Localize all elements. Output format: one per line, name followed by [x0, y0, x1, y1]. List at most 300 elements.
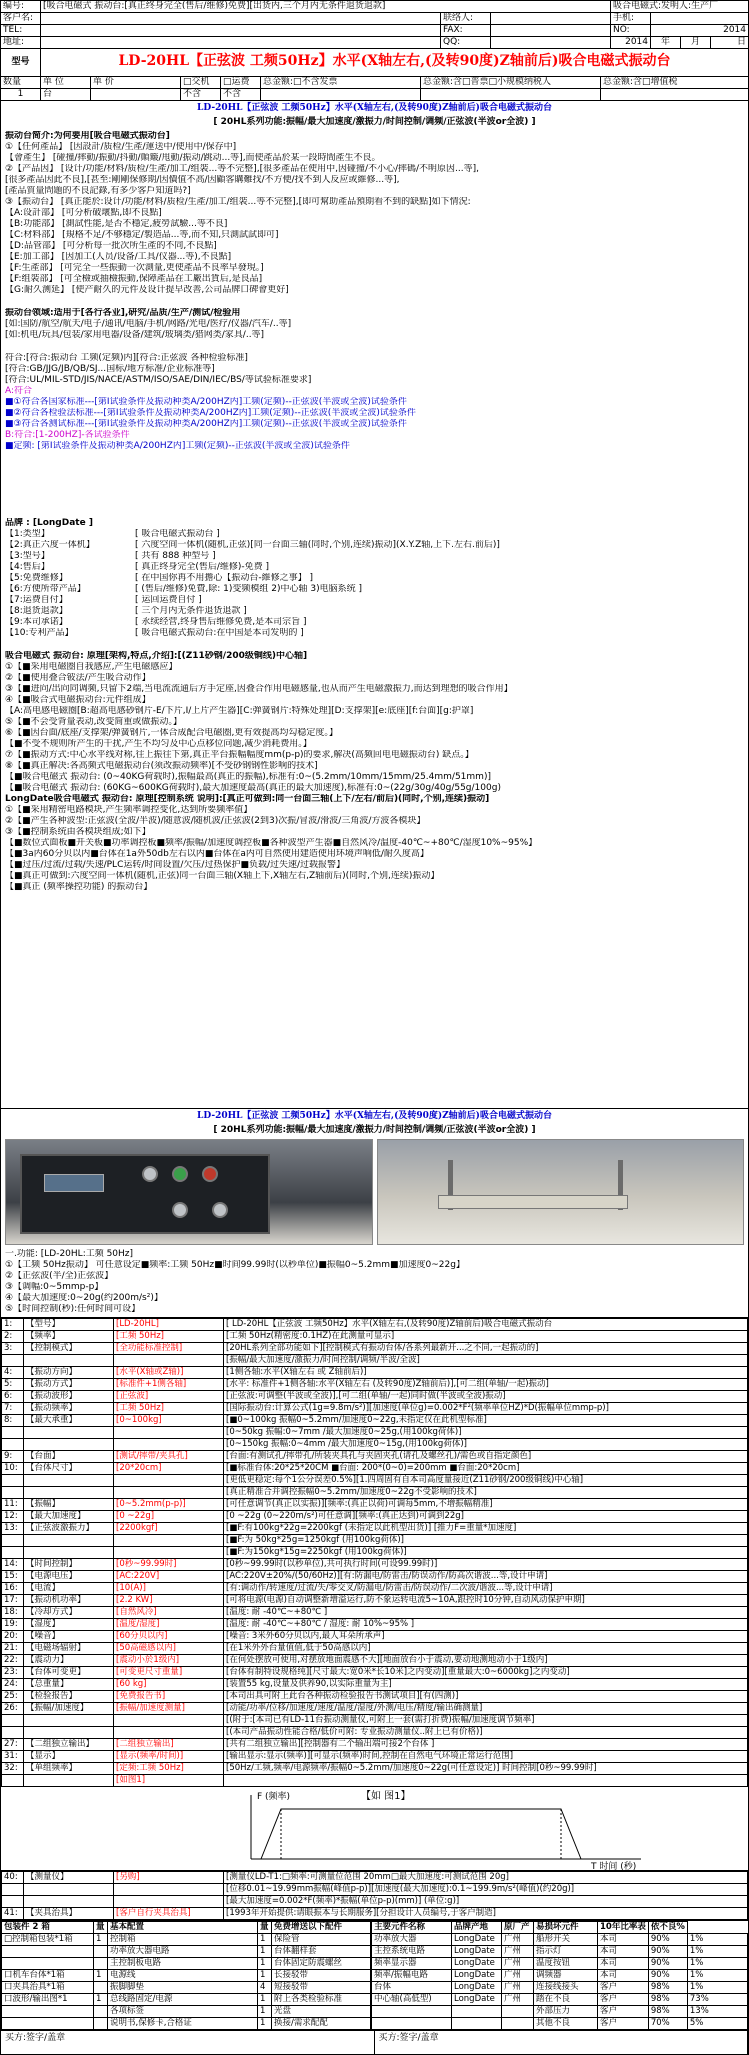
table-row — [2, 1763, 748, 1775]
table-cell: [可变更尺寸重量] — [114, 1667, 224, 1679]
text-line: ③【调幅:0~5mmp-p】 — [5, 1282, 104, 1292]
function-title: 一.功能: [LD-20HL:工频 50Hz] — [5, 1249, 134, 1259]
table-cell: 20: — [2, 1631, 24, 1643]
table-cell: 【噪音】 — [24, 1631, 114, 1643]
table-cell: 【型号】 — [24, 1319, 114, 1331]
table-cell: 【时间控制】 — [24, 1559, 114, 1571]
table-cell: [0~150kg 振幅:0~4mm /最大加速度0~15g,(用100kg荷体)] — [224, 1439, 748, 1451]
table-row — [372, 1958, 748, 1970]
table-cell: [温度/湿度] — [114, 1619, 224, 1631]
knob-3 — [202, 1166, 218, 1182]
vibration-table-photo — [377, 1139, 745, 1245]
table-row — [2, 1331, 748, 1343]
table-row — [2, 1571, 748, 1583]
column-header: 基本配置 — [108, 1922, 258, 1934]
table-cell: 90% — [648, 1946, 687, 1958]
column-header: 品牌产地 — [452, 1922, 502, 1934]
table-cell: 2: — [2, 1331, 24, 1343]
table-cell: [台体有制特设规格纯][尺寸最大:宽0米*长10米]之内变动][重量最大:0~6000kg]之内变动] — [224, 1667, 748, 1679]
table-cell: 5% — [687, 2018, 747, 2030]
table-cell: [标准件+1侧各轴] — [114, 1379, 224, 1391]
table-cell: 电源线 — [108, 1970, 258, 1982]
table-cell — [2, 1715, 24, 1727]
order-total-c[interactable] — [601, 89, 748, 100]
brand-item — [5, 551, 744, 562]
domain-lines — [5, 319, 744, 341]
vibration-plate — [438, 1195, 628, 1209]
table-cell: 【振幅/加速度】 — [24, 1703, 114, 1715]
table-row — [2, 1595, 748, 1607]
bottom-tables — [1, 1920, 748, 2030]
order-total-b[interactable] — [421, 89, 601, 100]
qq-field[interactable] — [491, 37, 611, 48]
text-line: [很多產品因此不良],[甚至:剛剛保修期/因價值不高/因顧客購難找/不方便/找不到人反应或維修...等], — [5, 175, 400, 185]
table-cell: LongDate — [452, 1946, 502, 1958]
table-cell: 台体 — [372, 1982, 452, 1994]
brand-item — [5, 540, 744, 551]
text-line: 【A:设計部】 [可分析破壞點,即不良點] — [5, 208, 162, 218]
table-cell: [动能/功率/位移/加速度/速度/温度/湿度/外测/电压/精度/输出确测量] — [224, 1703, 748, 1715]
table-row — [372, 2018, 748, 2030]
function-lines — [5, 1260, 744, 1315]
table-cell: 指示灯 — [534, 1946, 598, 1958]
table-cell: 踏在不良 — [534, 1994, 598, 2006]
table-cell: [工频 50Hz] — [114, 1331, 224, 1343]
column-header: 免费增送以下配件 — [272, 1922, 371, 1934]
table-cell: □控制箱包装*1箱 — [2, 1934, 94, 1946]
table-cell: [最大加速度=0.002*F(频率)*振幅(单位p-p)(mm)] (单位:g)] — [224, 1896, 748, 1908]
table-cell: [0~50kg 振幅:0~7mm /最大加速度0~25g,(用100kg荷体)] — [224, 1427, 748, 1439]
table-cell: 连接线接头 — [534, 1982, 598, 1994]
table-cell: 【二组独立输出】 — [24, 1739, 114, 1751]
text-line: ③【振动台】 [真正能於:设计/功能/材料/质检/生產/加工/组裝...等不完整],[即可幫助產品預期看不到的缺點]如下情況: — [5, 197, 471, 207]
text-line: 【C:材料部】 [規格不足/不够穩定/製造品...等,而不知,只測試試即可] — [5, 230, 279, 240]
table-cell: 广州 — [502, 1994, 534, 2006]
text-line: ①【任何產品】 [因設計/质检/生產/運送中/使用中/保存中] — [5, 142, 237, 152]
brand-item — [5, 595, 744, 606]
text-line: 【■不受不规则所产生的干扰,产生不均匀及中心点移位问题,减少消耗费用。】 — [5, 739, 312, 749]
table-cell: [更低更稳定:每个1公分误差0.5%][1.四周固有自本司高度量接近(Z11砂钢/200级铜线)中心轴] — [224, 1475, 748, 1487]
table-cell: 调频器 — [534, 1970, 598, 1982]
table-cell: [共有二组独立输出][控制器有二个输出端可接2个台体 ] — [224, 1739, 748, 1751]
table-cell: 1 — [258, 1970, 272, 1982]
table-cell — [2, 1535, 24, 1547]
table-cell: 功率放大器 — [372, 1934, 452, 1946]
table-cell: 1 — [258, 2006, 272, 2018]
brand-item-label: 【3:型号】 — [5, 551, 50, 561]
header-label: 编号: — [1, 1, 41, 12]
table-cell: 广州 — [502, 1982, 534, 1994]
brand-item-label: 【5:免费维修】 — [5, 573, 68, 583]
table-row — [2, 1631, 748, 1643]
brand-item — [5, 617, 744, 628]
order-col-delivery[interactable]: □交机 — [181, 77, 221, 88]
table-row — [2, 1884, 748, 1896]
table-cell — [114, 1884, 224, 1896]
table-row — [2, 1367, 748, 1379]
table-cell: LongDate — [452, 1982, 502, 1994]
seller-signature[interactable]: 买方:签字/盖章 — [375, 2031, 749, 2055]
table-cell — [2, 1547, 24, 1559]
table-row — [372, 1994, 748, 2006]
table-cell: [■0~100kg 振幅0~5.2mm/加速度0~22g,未指定仅在此机型标准] — [224, 1415, 748, 1427]
table-cell — [2, 1427, 24, 1439]
text-line: 符合:[符合:振动台 工频(定频)内][符合:正弦波 各种检验标准] — [5, 353, 248, 363]
text-line: [產品質量問題的不良記錄,有多少客戶知道吗?] — [5, 186, 191, 196]
title-row — [1, 49, 748, 77]
text-line: 【F:组裝部】 [可全檢或抽檢振動,保障產品在工廠出貨后,是良品] — [5, 274, 263, 284]
fax-field[interactable] — [491, 25, 611, 36]
table-cell: 光盘 — [272, 2006, 371, 2018]
table-cell: 主控制板电路 — [108, 1958, 258, 1970]
order-qty[interactable]: 1 — [1, 89, 41, 100]
table-cell — [114, 1439, 224, 1451]
intro-subheading: [ 20HL系列功能:振幅/最大加速度/激振力/时间控制/调频/正弦波(半波or全波) ] — [213, 117, 536, 127]
table-cell: [2.2 KW] — [114, 1595, 224, 1607]
table-cell — [2, 1946, 94, 1958]
figure-caption: 【如 图1】 — [361, 1791, 411, 1802]
table-cell: [显示(频率/时间)] — [114, 1751, 224, 1763]
table-cell: [0~5.2mm(p-p)] — [114, 1499, 224, 1511]
table-cell: [真正精准合并调控振幅0~5.2mm/加速度0~22g不受影响的技术] — [224, 1487, 748, 1499]
order-col-freight[interactable]: □运费 — [221, 77, 261, 88]
text-line: ③【■进向/出向同调频,只留下2端,当电流流通后方手定座,因叠合作用电磁感量,也从而产生电磁激振力,而达到理想的吸合作用】 — [5, 684, 513, 694]
component-table — [371, 1921, 748, 2030]
table-cell: [位移0.01~19.99mm振幅(峰值p-p)][加速度(最大加速度):0.1~199.9m/s²(峰值)(约20g)] — [224, 1884, 748, 1896]
text-line: ⑦【■振动方式:中心水平线对称,往上振往下第,真正平台振幅幅度mm(p-p)的要求,解决(高频回电电磁振动台) 缺点。】 — [5, 750, 474, 760]
table-cell: 41: — [2, 1908, 24, 1920]
table-row — [2, 1343, 748, 1355]
brand-item-value: [ 永续经营,终身售后维修免费,是本司宗旨 ] — [135, 617, 307, 627]
table-cell: 13% — [687, 2006, 747, 2018]
table-row — [2, 1391, 748, 1403]
table-cell: [0秒~99.99时(以秒单位),共可执行时间(可设99.99时)] — [224, 1559, 748, 1571]
table-cell — [2, 1487, 24, 1499]
contact-label: 联络人: — [441, 13, 491, 24]
table-cell: [■标准台体:20*25*20CM ■台面: 200*(0~0)=200mm ■台面:20*20cm] — [224, 1463, 748, 1475]
table-cell: 频率/振幅电路 — [372, 1970, 452, 1982]
table-cell — [24, 1535, 114, 1547]
table-cell: 【电磁场辐射】 — [24, 1643, 114, 1655]
table-cell — [114, 1475, 224, 1487]
header-row-2 — [1, 13, 748, 25]
brand-item-value: [ 运回运费自付 ] — [135, 595, 202, 605]
table-cell: 1 — [258, 2018, 272, 2030]
table-cell: [如图1] — [114, 1775, 224, 1787]
order-col-total-b[interactable]: 总金额:含□普票□小规模纳税人 — [421, 77, 601, 88]
table-cell: 【单组频率】 — [24, 1763, 114, 1775]
table-row — [2, 1715, 748, 1727]
column-header: 量 — [94, 1922, 108, 1934]
contact-field[interactable] — [491, 13, 611, 24]
table-cell: 31: — [2, 1751, 24, 1763]
brand-item-value: [ 吸合电磁式振动台 ] — [135, 529, 220, 539]
table-cell — [24, 1727, 114, 1739]
table-row — [2, 1319, 748, 1331]
qq-label: QQ: — [441, 37, 491, 48]
text-line: [符合:GB/JJG/JB/QB/SJ...国标/地方标准/企业标准等] — [5, 364, 215, 374]
table-row — [2, 1439, 748, 1451]
table-cell: 1 — [258, 1958, 272, 1970]
table-row — [2, 1934, 371, 1946]
function-block — [1, 1247, 748, 1318]
table-row — [372, 2006, 748, 2018]
table-row — [2, 1872, 748, 1884]
table-cell: 【检验报告】 — [24, 1691, 114, 1703]
table-cell: [60分贝以内] — [114, 1631, 224, 1643]
table-row — [2, 1667, 748, 1679]
table-row — [2, 1547, 748, 1559]
text-line: ①【■采用电磁圈自我感应,产生电磁感应】 — [5, 662, 178, 672]
table-cell — [2, 1884, 24, 1896]
table-cell: [可任意调节(真正以实振)][频率:(真正以荷)可调每5mm,不增振幅精准] — [224, 1499, 748, 1511]
customer-label: 客户名: — [1, 13, 41, 24]
brand-item — [5, 628, 744, 639]
text-line: ②【正弦波(半/全)正弦波】 — [5, 1271, 114, 1281]
column-header: 10年比率表 — [598, 1922, 649, 1934]
table-cell: 广州 — [502, 1970, 534, 1982]
table-cell: 【振动波形】 — [24, 1391, 114, 1403]
table-cell: 21: — [2, 1643, 24, 1655]
table-cell: 23: — [2, 1667, 24, 1679]
principle-lines — [5, 662, 744, 794]
table-cell: 中心轴(高低型) — [372, 1994, 452, 2006]
table-cell: 外部压力 — [534, 2006, 598, 2018]
model-label: 型号 — [1, 49, 41, 76]
table-row — [2, 1896, 748, 1908]
table-cell: 客户 — [598, 2006, 649, 2018]
table-cell: 广州 — [502, 1958, 534, 1970]
table-header — [2, 1922, 371, 1934]
table-cell: 90% — [648, 1958, 687, 1970]
table-cell: 1 — [258, 1994, 272, 2006]
domain-title: 振动台领域:适用于[各行各业],研究/品质/生产/测试/检验用 — [5, 308, 241, 318]
table-cell: 台体固定防震螺丝 — [272, 1958, 371, 1970]
table-cell: [台面:有测试孔/摔带孔/所装夹具孔与夹固夹孔(请孔及螺丝孔)/需色或自指定颜色] — [224, 1451, 748, 1463]
header-row-4 — [1, 37, 748, 49]
table-cell: 广州 — [502, 1946, 534, 1958]
text-line: ②【■产生各种波型:正弦波(全波/半波)/随意波/随机波/正弦波(2到3)次振/冒波/滑波/三角波/方波各模块】 — [5, 816, 426, 826]
table-cell: 16: — [2, 1583, 24, 1595]
standard-lines — [5, 353, 744, 386]
waveform-figure — [1, 1787, 748, 1871]
table-cell: 15: — [2, 1571, 24, 1583]
table-cell: 11: — [2, 1499, 24, 1511]
table-cell: 1 — [94, 1934, 108, 1946]
table-cell: 口机车台体*1箱 — [2, 1970, 94, 1982]
brand-item-value: [ 六度空间一体机(随机,正弦)[同一台面三轴(同时,个别,连续)振动](X.Y.Z轴,上下.左右.前后)] — [135, 540, 500, 550]
column-header: 包装件 2 箱 — [2, 1922, 94, 1934]
table-cell: 长接驳带 — [272, 1970, 371, 1982]
table-cell: 温度按钮 — [534, 1958, 598, 1970]
table-cell — [372, 2006, 452, 2018]
table-cell: 说明书,保修卡,合格证 — [108, 2018, 258, 2030]
table-cell: 1 — [94, 1970, 108, 1982]
table-cell: [测量仪LD-T1:□频率:可测量位范围 20mm□最大加速度:可测试范围 20g] — [224, 1872, 748, 1884]
table-cell: 1 — [94, 1994, 108, 2006]
table-cell: 【湿度】 — [24, 1619, 114, 1631]
table-cell: 13: — [2, 1523, 24, 1535]
table-cell: 广州 — [502, 1934, 534, 1946]
table-cell: 73% — [687, 1994, 747, 2006]
table-row — [2, 1583, 748, 1595]
purpose-title: 振动台简介:为何要用[吸合电磁式振动台] — [5, 131, 170, 141]
date-month-label: 月 — [681, 37, 711, 48]
column-header: 依不良% — [648, 1922, 687, 1934]
table-cell: 27: — [2, 1739, 24, 1751]
table-cell: 10: — [2, 1463, 24, 1475]
table-row — [2, 1727, 748, 1739]
knob-2 — [172, 1166, 188, 1182]
header-notice: [吸合电磁式 振动台:[真正终身完全(售后/维修)免费][出货内,三个月内无条件退货退款] — [41, 1, 611, 12]
table-row — [2, 1958, 371, 1970]
table-cell — [114, 1715, 224, 1727]
table-cell: 本司 — [598, 1970, 649, 1982]
table-cell — [2, 1355, 24, 1367]
text-line: 【F:生產部】 [可完全一些振動一次測量,更使產品不良率早發現。] — [5, 263, 264, 273]
table-row — [2, 1994, 371, 2006]
table-cell: 3: — [2, 1343, 24, 1355]
table-cell: [10(A)] — [114, 1583, 224, 1595]
principle-title: 吸合电磁式 振动台: 原理[架构,特点,介绍]:[(Z11砂钢/200级铜线)中心轴] — [5, 651, 308, 661]
standard-b-line: ■定频: [第Ⅰ试验条件及振动种类A/200HZ内]工频(定频)--正弦波(半波或全波)试验条件 — [5, 441, 350, 451]
text-line: ⑥【■因台面/底座/支撑架/弹簧钢片,一体合成配合电磁圈,更有效提高均勾稳定度。】 — [5, 728, 338, 738]
table-cell: [输出显示:显示(频率)][可显示(频率)时间,控制在自然电气环境正常运行范围] — [224, 1751, 748, 1763]
table-cell: 客户 — [598, 1994, 649, 2006]
table-row — [2, 1415, 748, 1427]
text-line: 【■吸合电磁式 振动台: (0~40KG荷载时),振幅最高(真正的振幅),标准有:0~(5.2mm/10mm/15mm/25.4mm/51mm)] — [5, 772, 491, 782]
table-cell — [24, 1775, 114, 1787]
brand-item-label: 【2:真正六度一体机】 — [5, 540, 95, 550]
table-cell: LongDate — [452, 1970, 502, 1982]
table-cell: 口夹具治具*1箱 — [2, 1982, 94, 1994]
text-line: ④【■吸合式电磁振动台:元件组成】 — [5, 695, 151, 705]
table-cell — [24, 1355, 114, 1367]
order-total-a[interactable] — [261, 89, 421, 100]
table-cell: 【频率】 — [24, 1331, 114, 1343]
table-cell — [24, 1487, 114, 1499]
buyer-signature[interactable]: 买方:签字/盖章 — [1, 2031, 375, 2055]
table-cell: [温度: 耐 -40℃~+80℃ / 湿度: 耐 10%~95% ] — [224, 1619, 748, 1631]
date-year: 2014 — [611, 37, 651, 48]
tel-field[interactable] — [41, 25, 441, 36]
table-cell: 1% — [687, 1982, 747, 1994]
table-cell: 70% — [648, 2018, 687, 2030]
table-cell: 1% — [687, 1958, 747, 1970]
table-row — [372, 1946, 748, 1958]
table-cell: 【夹具治具】 — [24, 1908, 114, 1920]
tel-label: TEL: — [1, 25, 41, 36]
table-row — [2, 1775, 748, 1787]
brand-item-value: [ 吸合电磁式振动台:在中国是本司发明的 ] — [135, 628, 304, 638]
table-cell: [0 ~22g (0~220m/s²)可任意调][频率:(真正达到)可调到22g] — [224, 1511, 748, 1523]
no-label: NO: — [611, 25, 651, 36]
table-cell: [另购] — [114, 1872, 224, 1884]
table-cell: [国际振动台:计算公式(1g=9.8m/s²)][加速度(单位g)=0.002*F²(频率单位HZ)*D(振幅单位mmp-p)] — [224, 1403, 748, 1415]
no-field: 2014 — [723, 25, 746, 35]
order-col-total-c[interactable]: 总金额:含□增值税 — [603, 77, 678, 87]
order-row — [1, 89, 748, 101]
brand-item-label: 【6:方便所带产品】 — [5, 584, 86, 594]
brand-item-value: [ 三个月内无条件退货退款 ] — [135, 606, 247, 616]
table-cell — [24, 1896, 114, 1908]
table-cell — [24, 1884, 114, 1896]
table-header — [372, 1922, 748, 1934]
table-cell: 客户 — [598, 1982, 649, 1994]
intro-heading: LD-20HL【正弦波 工频50Hz】水平(X轴左右,(及转90度)Z轴前后)吸合电磁式振动台 — [197, 103, 552, 113]
table-cell: 各项标签 — [108, 2006, 258, 2018]
order-header — [1, 77, 748, 89]
order-col-price: 单 价 — [91, 77, 181, 88]
table-cell: 22: — [2, 1655, 24, 1667]
text-line: ⑤【■不会受背量表动,改变简重或做振动。】 — [5, 717, 182, 727]
table-row — [2, 1499, 748, 1511]
mobile-field[interactable] — [651, 13, 748, 24]
text-line: 【B:功能部】 [測試性能,是否不穩定,疲勞試驗...等不良] — [5, 219, 228, 229]
intro-section — [1, 101, 748, 1109]
table-cell: [振幅/最大加速度/激振力/时间控制/调频/半波/全波] — [224, 1355, 748, 1367]
table-cell — [114, 1535, 224, 1547]
date-day-label: 日 — [736, 37, 746, 47]
table-cell: 【振动机功率】 — [24, 1595, 114, 1607]
brand-item-label: 【4:售后】 — [5, 562, 50, 572]
text-line: ①【工频 50Hz振动】 可任意设定■频率:工频 50Hz■时间99.99时(以秒单位)■振幅0~5.2mm■加速度0~22g】 — [5, 1260, 465, 1270]
standard-a-label: A:符合 — [5, 386, 33, 396]
text-line: ⑤【时间控制(秒):任何时间可设】 — [5, 1304, 141, 1314]
table-cell — [24, 1547, 114, 1559]
table-cell: 【控制模式】 — [24, 1343, 114, 1355]
brand-item — [5, 606, 744, 617]
product-subheading: [ 20HL系列功能:振幅/最大加速度/激振力/时间控制/调频/正弦波(半波or全波) ] — [213, 1125, 536, 1135]
table-cell: 32: — [2, 1763, 24, 1775]
table-cell: 短接驳带 — [272, 1982, 371, 1994]
table-cell — [502, 2018, 534, 2030]
table-cell: 换接/需求配配 — [272, 2018, 371, 2030]
table-cell: [1侧各轴:水平(X轴左右 或 Z轴前后)] — [224, 1367, 748, 1379]
table-cell — [114, 1896, 224, 1908]
table-cell: [自然风冷] — [114, 1607, 224, 1619]
table-cell: [在1米外外台量值值,低于50高感以内] — [224, 1643, 748, 1655]
table-cell: 5: — [2, 1379, 24, 1391]
table-cell: 4: — [2, 1367, 24, 1379]
text-line: [如:国防/航空/航天/电子/通讯/电脑/手机/网路/光电/医疗/仪器/汽车/..等] — [5, 319, 292, 329]
table-cell: 17: — [2, 1595, 24, 1607]
table-cell: LongDate — [452, 1958, 502, 1970]
address-field[interactable] — [41, 37, 441, 48]
table-cell: 1% — [687, 1946, 747, 1958]
order-col-total-a[interactable]: 总金额:□不含发票 — [261, 77, 421, 88]
table-row — [2, 1523, 748, 1535]
text-line: ■②符合各检验法标准---[第Ⅰ试验条件及振动种类A/200HZ内]工频(定频)--正弦波(半波或全波)试验条件 — [5, 408, 416, 418]
table-cell: LongDate — [452, 1994, 502, 2006]
table-cell: 控制箱 — [108, 1934, 258, 1946]
table-cell: [20*20cm] — [114, 1463, 224, 1475]
brand-item — [5, 562, 744, 573]
waveform-line — [261, 1809, 581, 1859]
spec-table — [1, 1318, 748, 1787]
table-cell: [0 ~22g] — [114, 1511, 224, 1523]
standard-b-label: B:符合:[1-200HZ]-各试验条件 — [5, 430, 130, 440]
text-line: 【D:品管部】 [可分析每一批次所生產的不同,不良點] — [5, 241, 217, 251]
customer-field[interactable] — [41, 13, 441, 24]
text-line: 【G:耐久测延】 [使产耐久的元件及设计提早改善,公司品牌口碑會更好] — [5, 285, 289, 295]
order-price[interactable] — [91, 89, 181, 100]
table-cell: 【振动方式】 — [24, 1379, 114, 1391]
table-cell: [在何处摆放可使用,对摆放地面震感不大][地面放台小于震动,要动地测地动小于1级内] — [224, 1655, 748, 1667]
text-line: 【■3a内60分贝以内■台体在1a外50db左右以内■台体在a内可自然使用建造使用环境声响低/耐久度高】 — [5, 849, 429, 859]
table-cell: [50高磁感以内] — [114, 1643, 224, 1655]
table-cell: [■F:有100kg*22g=2200kgf (未指定以此机型出货)] [推力F=重量*加速度] — [224, 1523, 748, 1535]
